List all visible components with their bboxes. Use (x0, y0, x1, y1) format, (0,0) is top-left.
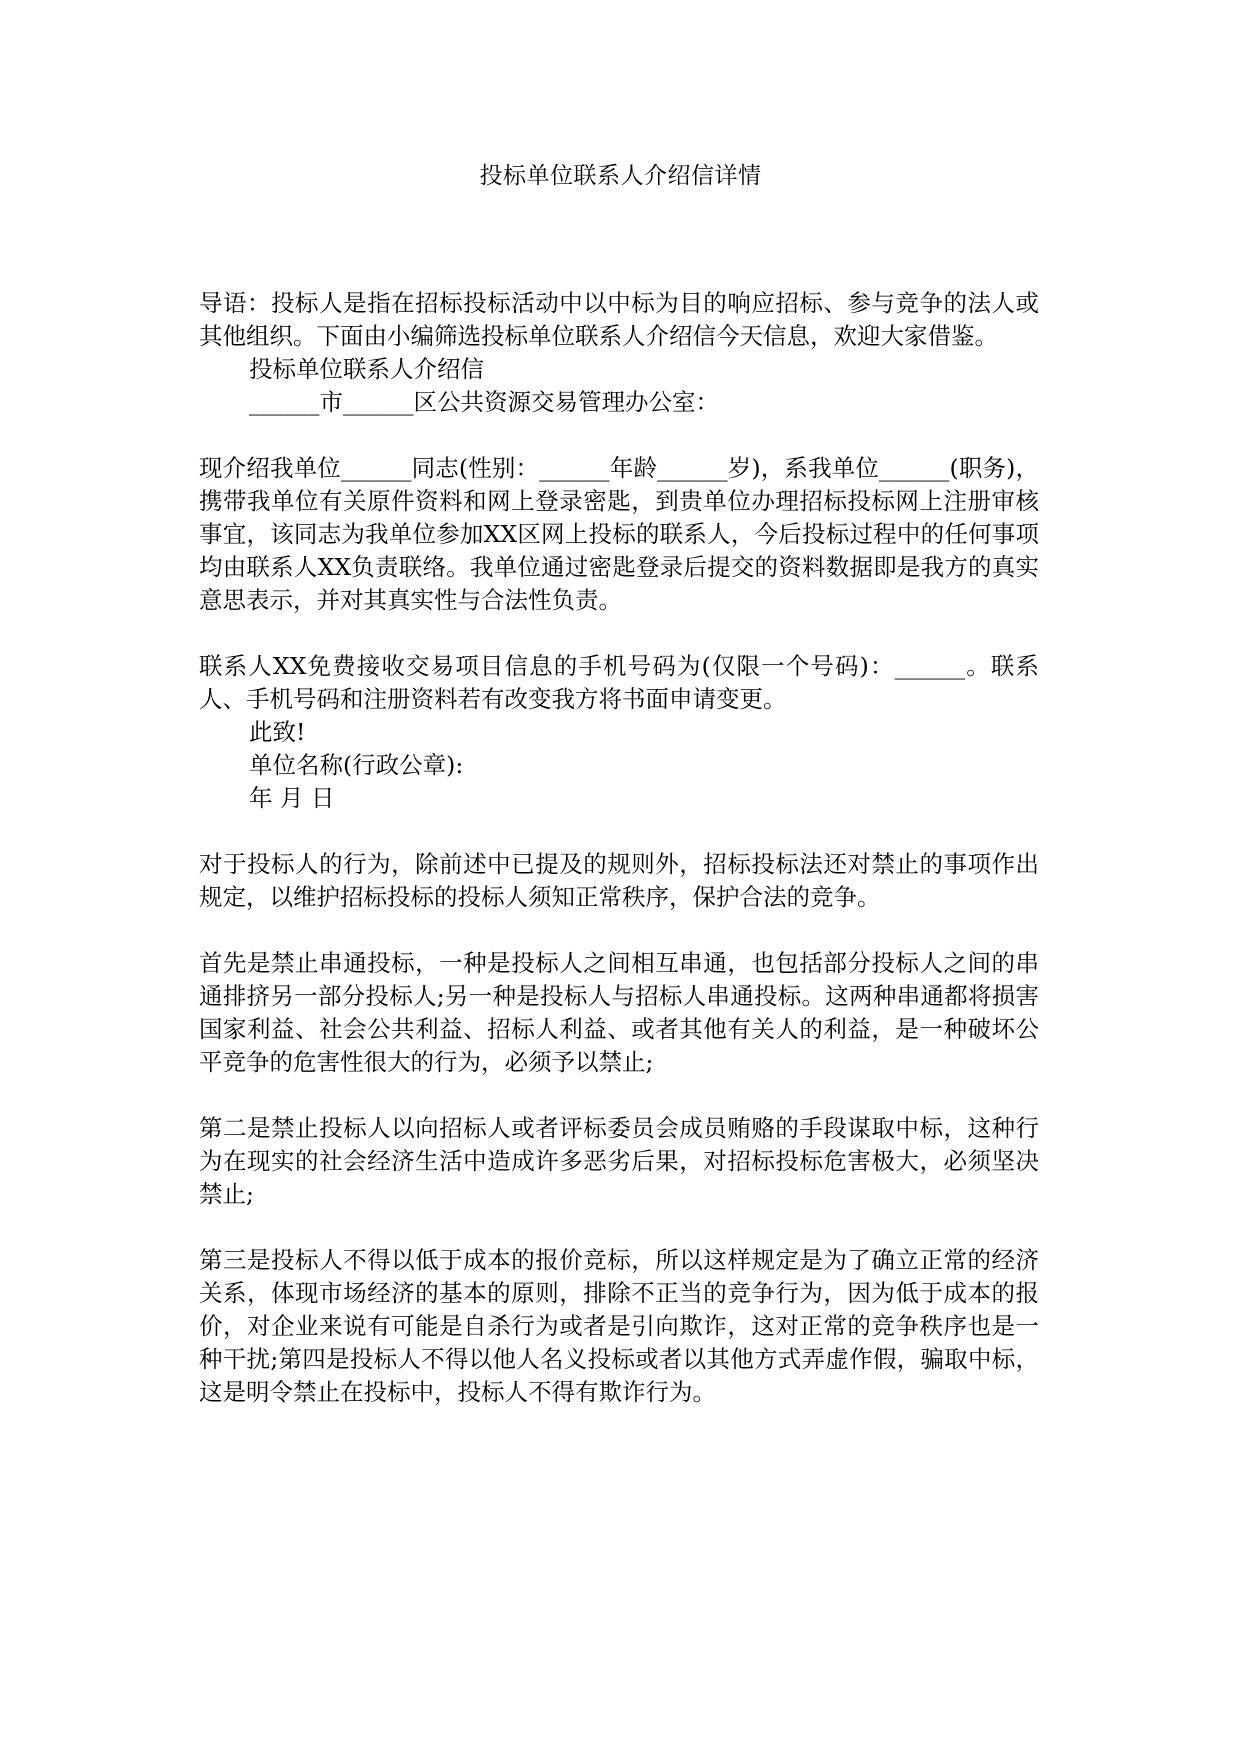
intro-paragraph: 导语：投标人是指在招标投标活动中以中标为目的响应招标、参与竞争的法人或其他组织。下面由小编筛选投标单位联系人介绍信今天信息，欢迎大家借鉴。 (199, 289, 1039, 350)
letter-signature-unit: 单位名称(行政公章): (249, 751, 464, 779)
letter-contact-paragraph: 联系人XX免费接收交易项目信息的手机号码为(仅限一个号码)：______。联系人、手机号码和注册资料若有改变我方将书面申请变更。 (199, 652, 1039, 713)
rule-third-paragraph: 第三是投标人不得以低于成本的报价竞标，所以这样规定是为了确立正常的经济关系，体现市场经济的基本的原则，排除不正当的竞争行为，因为低于成本的报价，对企业来说有可能是自杀行为或者是引向欺诈，这对正常的竞争秩序也是一种干扰;第四是投标人不得以他人名义投标或者以其他方式弄虚作假，骗取中标，这是明令禁止在投标中，投标人不得有欺诈行为。 (199, 1246, 1039, 1406)
letter-recipient: ______市______区公共资源交易管理办公室： (249, 388, 719, 416)
letter-date: 年 月 日 (249, 784, 335, 812)
rule-first-paragraph: 首先是禁止串通投标，一种是投标人之间相互串通，也包括部分投标人之间的串通排挤另一部分投标人;另一种是投标人与招标人串通投标。这两种串通都将损害国家利益、社会公共利益、招标人利益、或者其他有关人的利益，是一种破坏公平竞争的危害性很大的行为，必须予以禁止; (199, 949, 1039, 1076)
letter-heading: 投标单位联系人介绍信 (249, 355, 484, 383)
document-body (199, 287, 1039, 1409)
rules-paragraph: 对于投标人的行为，除前述中已提及的规则外，招标投标法还对禁止的事项作出规定，以维护招标投标的投标人须知正常秩序，保护合法的竞争。 (199, 850, 1039, 911)
letter-salutation: 此致! (249, 718, 306, 746)
rule-second-paragraph: 第二是禁止投标人以向招标人或者评标委员会成员贿赂的手段谋取中标，这种行为在现实的社会经济生活中造成许多恶劣后果，对招标投标危害极大，必须坚决禁止; (199, 1114, 1039, 1208)
document-title: 投标单位联系人介绍信详情 (479, 163, 762, 189)
letter-body-paragraph: 现介绍我单位______同志(性别：______年龄______岁)，系我单位______(职务)，携带我单位有关原件资料和网上登录密匙，到贵单位办理招标投标网上注册审核事宜，该同志为我单位参加XX区网上投标的联系人，今后投标过程中的任何事项均由联系人XX负责联络。我单位通过密匙登录后提交的资料数据即是我方的真实意思表示，并对其真实性与合法性负责。 (199, 454, 1039, 614)
